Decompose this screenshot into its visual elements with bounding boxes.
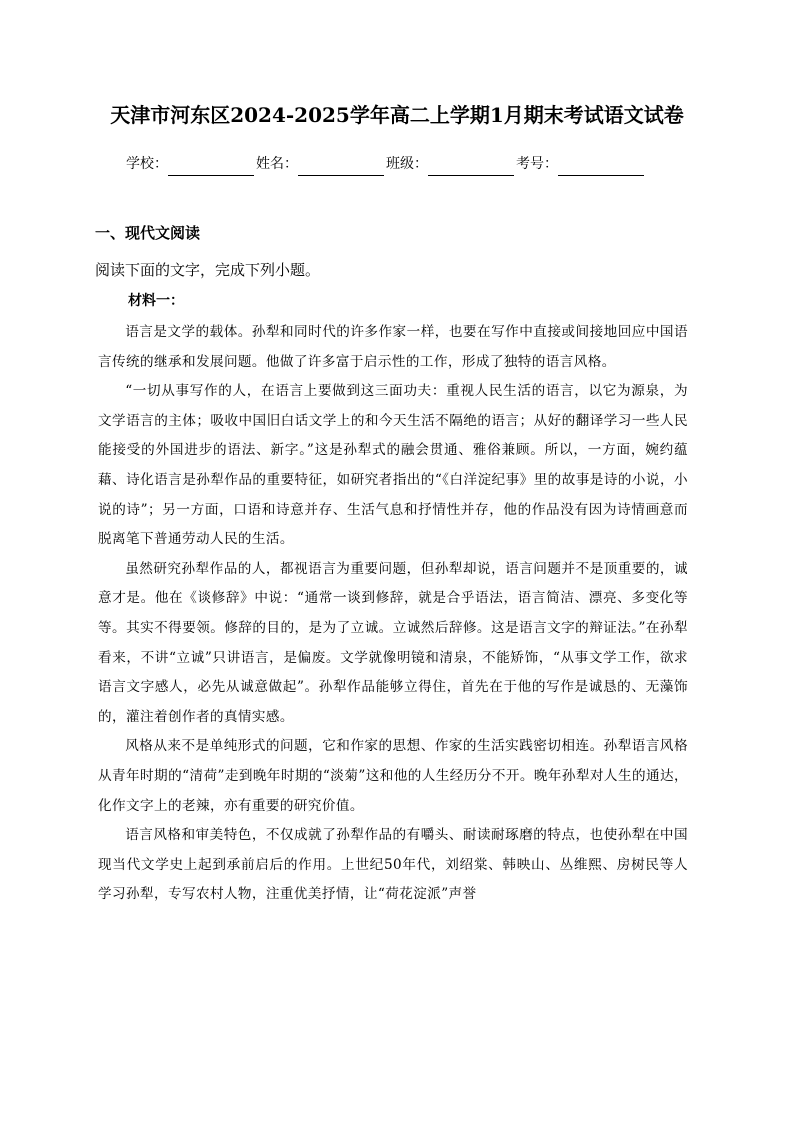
material-body <box>98 318 688 910</box>
exam-number-blank <box>558 157 644 176</box>
school-blank <box>168 157 254 176</box>
school-field <box>126 152 256 176</box>
reading-instruction: 阅读下面的文字，完成下列小题。 <box>95 261 321 279</box>
name-field <box>256 152 386 176</box>
name-label: 姓名： <box>256 156 298 172</box>
material-label: 材料一： <box>128 293 184 309</box>
section-heading: 一、现代文阅读 <box>95 224 201 242</box>
exam-number-field <box>516 152 646 176</box>
paragraph: “一切从事写作的人，在语言上要做到这三面功夫：重视人民生活的语言，以它为源泉，为文学语言的主体；吸收中国旧白话文学上的和今天生活不隔绝的语言；从好的翻译学习一些人民能接受的外国进步的语法、新字。”这是孙犁式的融会贯通、雅俗兼顾。所以，一方面，婉约蕴藉、诗化语言是孙犁作品的重要特征，如研究者指出的“《白洋淀纪事》里的故事是诗的小说，小说的诗”；另一方面，口语和诗意并存、生活气息和抒情性并存，他的作品没有因为诗情画意而脱离笔下普通劳动人民的生活。 <box>98 383 688 548</box>
paragraph: 风格从来不是单纯形式的问题，它和作家的思想、作家的生活实践密切相连。孙犁语言风格从青年时期的“清荷”走到晚年时期的“淡菊”这和他的人生经历分不开。晚年孙犁对人生的通达，化作文字上的老辣，亦有重要的研究价值。 <box>98 738 688 814</box>
class-field <box>386 152 516 176</box>
student-info-line <box>126 152 646 176</box>
paragraph: 语言是文学的载体。孙犁和同时代的许多作家一样，也要在写作中直接或间接地回应中国语言传统的继承和发展问题。他做了许多富于启示性的工作，形成了独特的语言风格。 <box>98 324 688 370</box>
paragraph: 虽然研究孙犁作品的人，都视语言为重要问题，但孙犁却说，语言问题并不是顶重要的，诚意才是。他在《谈修辞》中说：“通常一谈到修辞，就是合乎语法，语言简洁、漂亮、多变化等等。其实不得要领。修辞的目的，是为了立诚。立诚然后辞修。这是语言文字的辩证法。”在孙犁看来，不讲“立诚”只讲语言，是偏废。文学就像明镜和清泉，不能矫饰，“从事文学工作，欲求语言文字感人，必先从诚意做起”。孙犁作品能够立得住，首先在于他的写作是诚恳的、无藻饰的，灌注着创作者的真情实感。 <box>98 560 688 725</box>
class-blank <box>428 157 514 176</box>
name-blank <box>298 157 384 176</box>
paragraph: 语言风格和审美特色，不仅成就了孙犁作品的有嚼头、耐读耐琢磨的特点，也使孙犁在中国现当代文学史上起到承前启后的作用。上世纪50年代，刘绍棠、韩映山、丛维熙、房树民等人学习孙犁，专写农村人物，注重优美抒情，让“荷花淀派”声誉 <box>98 827 688 903</box>
exam-number-label: 考号： <box>516 156 558 172</box>
exam-title: 天津市河东区2024-2025学年高二上学期1月期末考试语文试卷 <box>110 103 684 127</box>
school-label: 学校： <box>126 156 168 172</box>
class-label: 班级： <box>386 156 428 172</box>
